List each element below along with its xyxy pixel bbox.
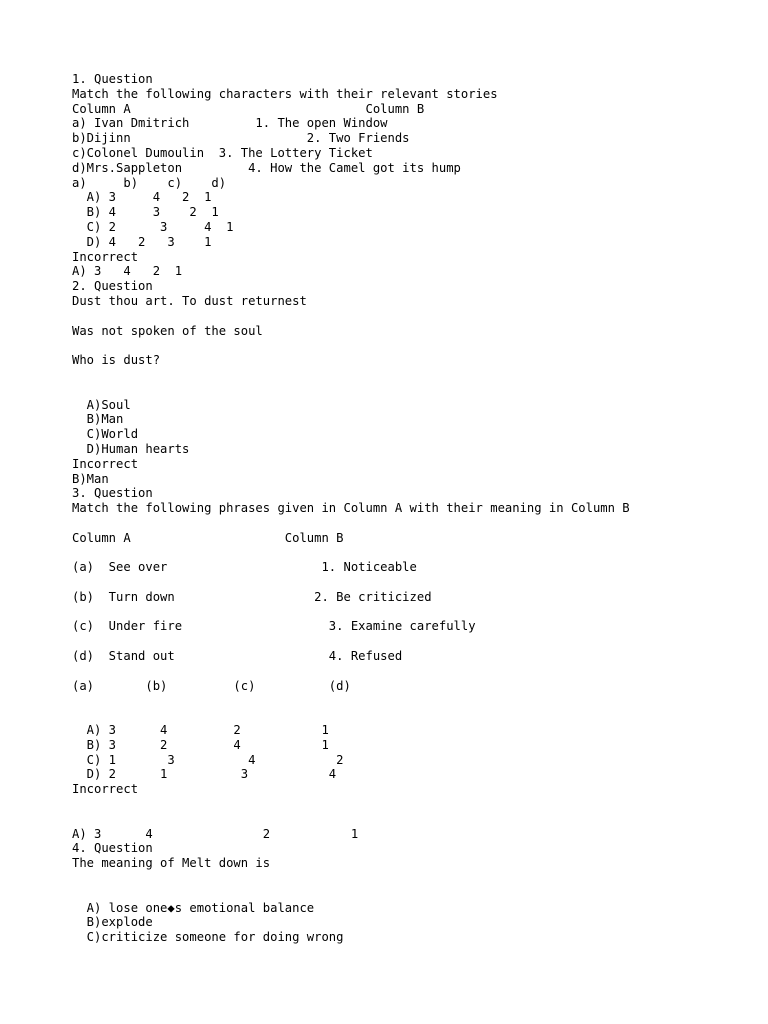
- q3-row: (c) Under fire 3. Examine carefully: [72, 619, 476, 634]
- q1-line: a) b) c) d): [72, 175, 227, 190]
- q1-line: d)Mrs.Sappleton 4. How the Camel got its hump: [72, 160, 461, 175]
- q3-option: B) 3 2 4 1: [72, 737, 329, 752]
- q1-option: D) 4 2 3 1: [72, 234, 212, 249]
- q3-option: A) 3 4 2 1: [72, 723, 329, 738]
- q2-option: D)Human hearts: [72, 441, 190, 456]
- q2-text: Who is dust?: [72, 353, 161, 368]
- q3-status: Incorrect: [72, 782, 139, 797]
- q3-title: 3. Question: [72, 486, 153, 501]
- q1-line: c)Colonel Dumoulin 3. The Lottery Ticket: [72, 145, 373, 160]
- q2-text: Dust thou art. To dust returnest: [72, 293, 307, 308]
- q1-option: B) 4 3 2 1: [72, 205, 219, 220]
- q2-option: A)Soul: [72, 397, 131, 412]
- q2-status: Incorrect: [72, 456, 139, 471]
- q2-title: 2. Question: [72, 279, 153, 294]
- q4-prompt: The meaning of Melt down is: [72, 856, 271, 871]
- q1-title: 1. Question: [72, 72, 153, 86]
- q3-row: (b) Turn down 2. Be criticized: [72, 589, 432, 604]
- q3-row: (a) See over 1. Noticeable: [72, 560, 417, 575]
- q4-option: B)explode: [72, 915, 153, 930]
- q1-line: b)Dijinn 2. Two Friends: [72, 131, 410, 146]
- q3-option: D) 2 1 3 4: [72, 767, 337, 782]
- q2-option: C)World: [72, 427, 139, 442]
- q4-title: 4. Question: [72, 841, 153, 856]
- q1-line: Match the following characters with their relevant stories: [72, 86, 498, 101]
- q3-option: C) 1 3 4 2: [72, 752, 344, 767]
- q3-prompt: Match the following phrases given in Column A with their meaning in Column B: [72, 501, 630, 516]
- q3-choice-header: (a) (b) (c) (d): [72, 678, 351, 693]
- q1-status: Incorrect: [72, 249, 139, 264]
- q4-option: A) lose one◆s emotional balance: [72, 900, 315, 915]
- q3-column-header: Column A Column B: [72, 530, 344, 545]
- q1-option: C) 2 3 4 1: [72, 219, 234, 234]
- document-page: [72, 72, 752, 945]
- q2-answer: B)Man: [72, 471, 109, 486]
- q4-option: C)criticize someone for doing wrong: [72, 930, 344, 945]
- q3-row: (d) Stand out 4. Refused: [72, 649, 403, 664]
- q3-answer: A) 3 4 2 1: [72, 826, 359, 841]
- q1-line: a) Ivan Dmitrich 1. The open Window: [72, 116, 388, 131]
- q2-text: Was not spoken of the soul: [72, 323, 263, 338]
- q1-line: Column A Column B: [72, 101, 425, 116]
- q1-answer: A) 3 4 2 1: [72, 264, 183, 279]
- q1-option: A) 3 4 2 1: [72, 190, 212, 205]
- q2-option: B)Man: [72, 412, 124, 427]
